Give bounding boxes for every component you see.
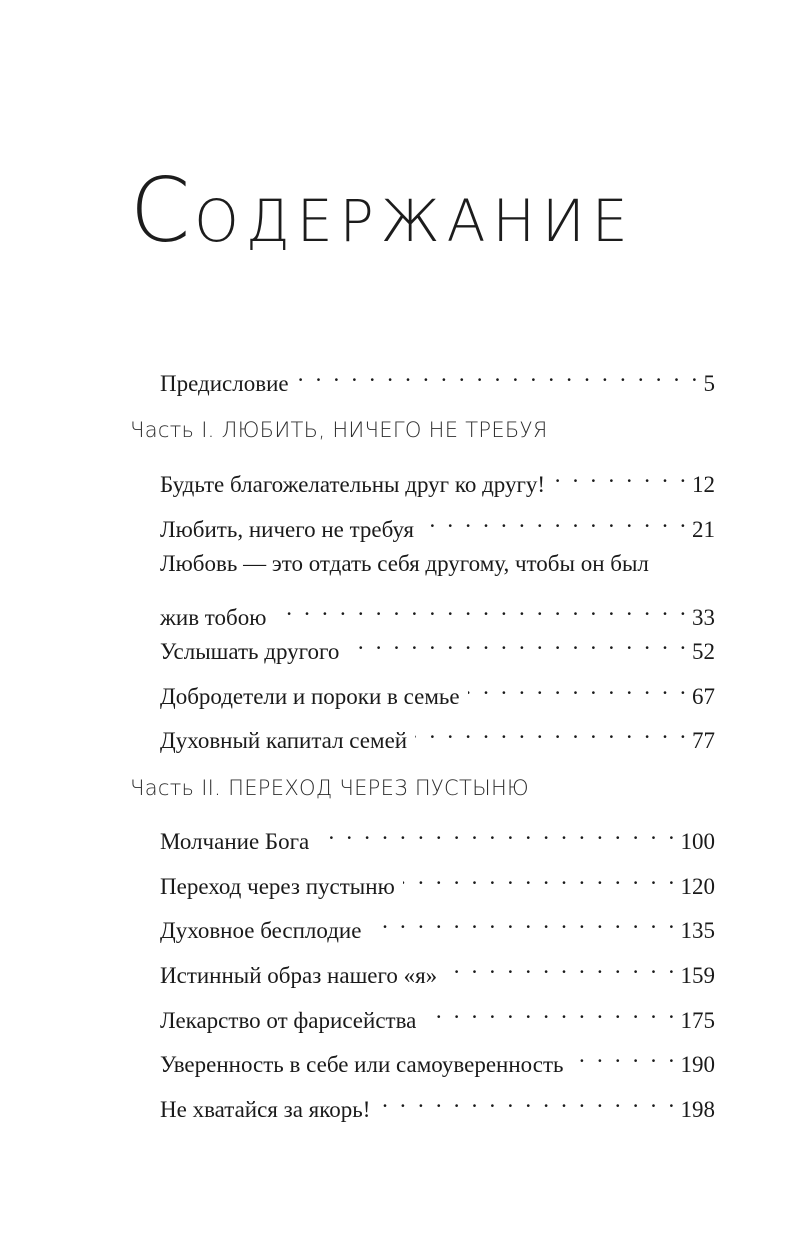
toc-entry[interactable]	[160, 815, 715, 859]
page-title-rest: ОДЕРЖАНИЕ	[194, 186, 635, 255]
toc-entry[interactable]	[160, 1038, 715, 1082]
leader-dots	[415, 714, 689, 748]
leader-dots	[317, 815, 677, 849]
leader-dots	[424, 994, 677, 1028]
toc-entry-page: 52	[692, 639, 715, 664]
toc-entry-page: 198	[680, 1097, 715, 1122]
toc-entry[interactable]	[160, 503, 715, 547]
toc-entry-page: 135	[680, 918, 715, 943]
toc-entry-page: 21	[692, 517, 715, 542]
leader-dots	[403, 860, 678, 894]
toc-entry[interactable]	[160, 1083, 715, 1127]
toc-entry-title: Не хватайся за якорь!	[160, 1097, 371, 1122]
toc-entry-title: Предисловие	[160, 371, 289, 396]
leader-dots	[468, 670, 689, 704]
toc-entry[interactable]	[160, 670, 715, 714]
leader-dots	[378, 1083, 677, 1117]
leader-dots	[572, 1038, 678, 1072]
toc-entry-title: Истинный образ нашего «я»	[160, 963, 438, 988]
toc-entry-page: 100	[680, 829, 715, 854]
leader-dots	[297, 357, 701, 391]
page-title	[130, 158, 635, 262]
toc-entry-title: Духовное бесплодие	[160, 918, 362, 943]
leader-dots	[347, 625, 689, 659]
toc-entry[interactable]	[160, 904, 715, 948]
toc-entry-title: Лекарство от фарисейства	[160, 1008, 417, 1033]
toc-entry-title: Духовный капитал семей	[160, 728, 408, 753]
toc-entry-page: 67	[692, 684, 715, 709]
toc-entry-title: Молчание Бога	[160, 829, 310, 854]
toc-entry-page: 159	[680, 963, 715, 988]
toc-entry-page: 12	[692, 472, 715, 497]
toc-entry[interactable]	[160, 625, 715, 669]
toc-entry-title: Добродетели и пороки в семье	[160, 684, 460, 709]
toc-entry-page: 33	[692, 605, 715, 630]
toc-entry-page: 120	[680, 874, 715, 899]
leader-dots	[445, 949, 677, 983]
toc-entry[interactable]	[160, 547, 715, 635]
toc-entry-title-line1: Любовь — это отдать себя другому, чтобы он был	[160, 551, 649, 576]
toc-entry-preface[interactable]	[160, 357, 715, 401]
toc-entry-page: 5	[703, 371, 715, 396]
toc-entry-title: Уверенность в себе или самоуверенность	[160, 1052, 564, 1077]
toc-entry-title: Любить, ничего не требуя	[160, 517, 414, 542]
page-title-initial: С	[130, 158, 195, 262]
toc-entry[interactable]	[160, 860, 715, 904]
toc-entry[interactable]	[160, 994, 715, 1038]
toc-entry-page: 77	[692, 728, 715, 753]
toc-entry-page: 175	[680, 1008, 715, 1033]
toc-entry[interactable]	[160, 949, 715, 993]
toc-entry[interactable]	[160, 714, 715, 758]
toc-entry-page: 190	[680, 1052, 715, 1077]
leader-dots	[553, 458, 689, 492]
leader-dots	[422, 503, 689, 537]
toc-entry-title: Переход через пустыню	[160, 874, 395, 899]
toc-entry-title: Будьте благожелательны друг ко другу!	[160, 472, 546, 497]
part-heading-1: Часть I. ЛЮБИТЬ, НИЧЕГО НЕ ТРЕБУЯ	[130, 418, 548, 442]
leader-dots	[274, 591, 689, 625]
part-heading-2: Часть II. ПЕРЕХОД ЧЕРЕЗ ПУСТЫНЮ	[130, 776, 529, 800]
toc-entry[interactable]	[160, 458, 715, 502]
toc-entry-title-line2: жив тобою	[160, 605, 267, 630]
toc-entry-title: Услышать другого	[160, 639, 340, 664]
leader-dots	[369, 904, 677, 938]
